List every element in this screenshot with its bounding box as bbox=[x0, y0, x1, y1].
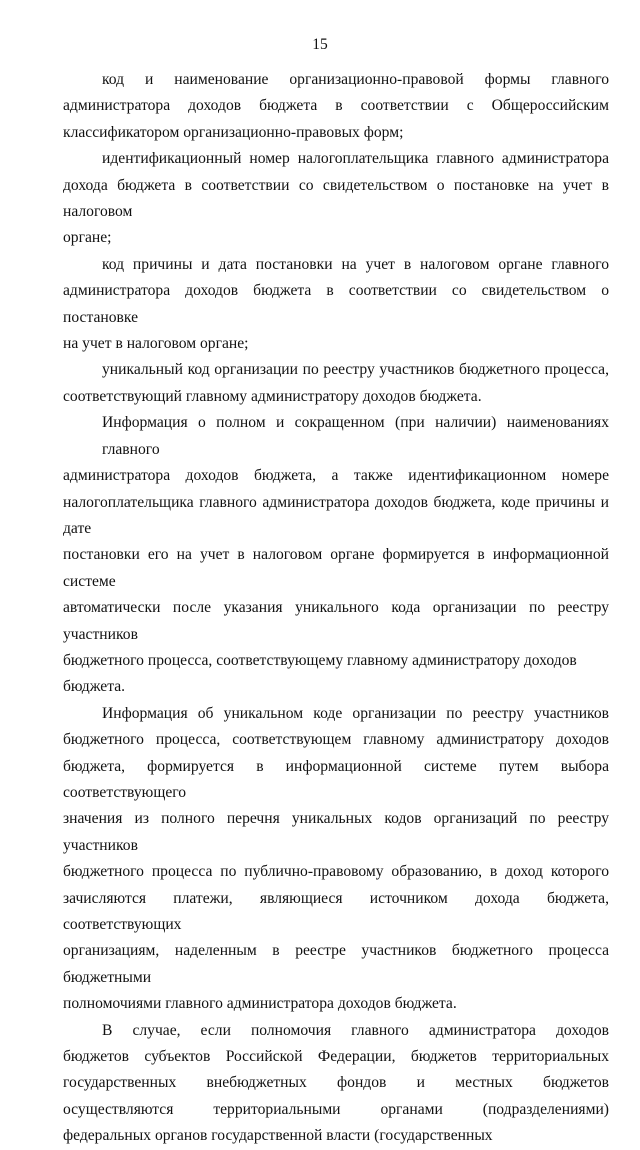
text-line: бюджетного процесса, соответствующем главному администратору доходов bbox=[63, 731, 609, 749]
text-line: бюджетного процесса по публично-правовому образованию, в доход которого bbox=[63, 863, 609, 881]
text-line: уникальный код организации по реестру участников бюджетного процесса, bbox=[102, 361, 609, 379]
text-line: бюджетов субъектов Российской Федерации, бюджетов территориальных bbox=[63, 1048, 609, 1066]
paragraph bbox=[63, 146, 609, 252]
text-line: организациям, наделенным в реестре участников бюджетного процесса бюджетными bbox=[63, 942, 609, 986]
paragraph bbox=[63, 410, 609, 700]
text-line: бюджета, формируется в информационной системе путем выбора соответствующего bbox=[63, 757, 609, 801]
paragraph bbox=[63, 252, 609, 358]
text-line: полномочиями главного администратора доходов бюджета. bbox=[63, 995, 457, 1013]
text-line: автоматически после указания уникального кода организации по реестру участников bbox=[63, 599, 609, 643]
text-line: код и наименование организационно-правовой формы главного bbox=[102, 71, 609, 88]
text-line: администратора доходов бюджета, а также идентификационном номере bbox=[63, 467, 609, 485]
text-line: органе; bbox=[63, 229, 112, 247]
text-line: бюджетного процесса, соответствующему главному администратору доходов бюджета. bbox=[63, 651, 577, 696]
text-line: классификатором организационно-правовых форм; bbox=[63, 123, 404, 141]
paragraph bbox=[63, 357, 609, 410]
text-line: государственных внебюджетных фондов и местных бюджетов bbox=[63, 1074, 609, 1092]
text-line: идентификационный номер налогоплательщика главного администратора bbox=[102, 150, 609, 168]
text-line: постановки его на учет в налоговом органе формируется в информационной системе bbox=[63, 546, 609, 590]
text-line: В случае, если полномочия главного администратора доходов bbox=[102, 1021, 609, 1039]
text-line: на учет в налоговом органе; bbox=[63, 335, 249, 353]
text-line: код причины и дата постановки на учет в налоговом органе главного bbox=[102, 255, 609, 273]
paragraph bbox=[63, 701, 609, 1018]
text-line: администратора доходов бюджета в соответствии с Общероссийским bbox=[63, 97, 609, 115]
text-line: налогоплательщика главного администратора доходов бюджета, коде причины и дате bbox=[63, 493, 609, 537]
text-line: значения из полного перечня уникальных кодов организаций по реестру участников bbox=[63, 810, 609, 854]
text-line: Информация о полном и сокращенном (при наличии) наименованиях главного bbox=[102, 414, 609, 458]
paragraph bbox=[63, 67, 609, 146]
text-line: соответствующий главному администратору доходов бюджета. bbox=[63, 387, 482, 405]
body-text bbox=[63, 67, 609, 1150]
text-line: администратора доходов бюджета в соответствии со свидетельством о постановке bbox=[63, 282, 609, 326]
paragraph bbox=[63, 1018, 609, 1150]
text-line: дохода бюджета в соответствии со свидетельством о постановке на учет в налоговом bbox=[63, 176, 609, 221]
text-line: федеральных органов государственной власти (государственных bbox=[63, 1127, 493, 1145]
page-number: 15 bbox=[312, 36, 328, 53]
text-line: осуществляются территориальными органами (подразделениями) bbox=[63, 1100, 609, 1118]
text-line: зачисляются платежи, являющиеся источником дохода бюджета, соответствующих bbox=[63, 889, 609, 933]
text-line: Информация об уникальном коде организации по реестру участников bbox=[102, 704, 609, 722]
